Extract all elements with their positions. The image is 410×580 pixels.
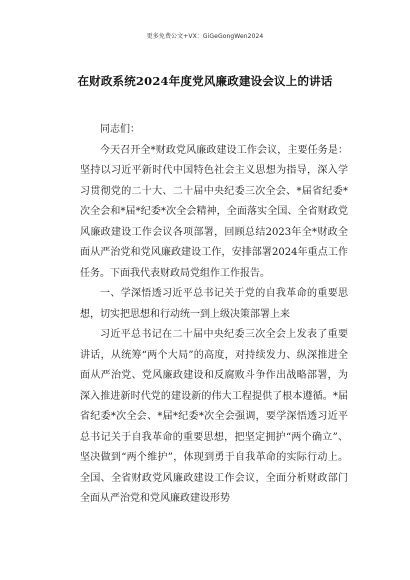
salutation: 同志们： xyxy=(100,124,140,135)
header-watermark: 更多免费公文+VX：GiGeGongWen2024 xyxy=(146,33,264,40)
document-body xyxy=(80,120,348,510)
section-heading: 一、学深悟透习近平总书记关于党的自我革命的重要思想，切实把思想和行动统一到上级决策部署上来 xyxy=(80,288,348,320)
body-paragraph: 今天召开全*财政党风廉政建设工作会议，主要任务是：坚持以习近平新时代中国特色社会主义思想为指导，深入学习贯彻党的二十大、二十届中央纪委三次全会、*届省纪委*次全会和*届*纪委*次全会精神，全面落实全国、全省财政党风廉政建设工作会议各项部署，回顾总结2023年全*财政全面从严治党和党风廉政建设工作，安排部署2024年重点工作任务。下面我代表财政局党组作工作报告。 xyxy=(80,144,348,279)
body-paragraph: 习近平总书记在二十届中央纪委三次全会上发表了重要讲话，从统筹“两个大局”的高度，对持续发力、纵深推进全面从严治党、党风廉政建设和反腐败斗争作出战略部署，为深入推进新时代党的建设新的伟大工程提供了根本遵循。*届省纪委*次全会、*届*纪委*次全会强调，要学深悟透习近平总书记关于自我革命的重要思想，把坚定拥护“两个确立”、坚决做到“两个维护”，体现到勇于自我革命的实际行动上。全国、全省财政党风廉政建设工作会议，全面分析财政部门全面从严治党和党风廉政建设形势 xyxy=(80,329,348,504)
document-title: 在财政系统2024年度党风廉政建设会议上的讲话 xyxy=(77,74,333,88)
